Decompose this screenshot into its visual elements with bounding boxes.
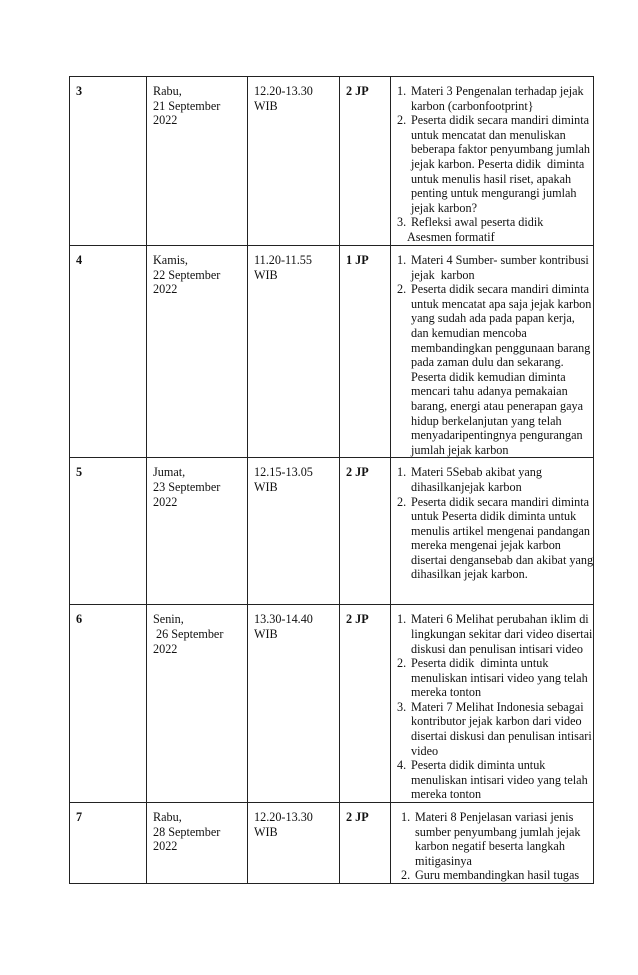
activity-number: 2. [397,113,407,128]
time-line: WIB [254,824,278,839]
lesson-hours: 2 JP [340,803,391,884]
activity-line: kontributor jejak karbon dari video [411,714,582,729]
activity-list [397,84,589,230]
schedule-table [69,76,594,884]
activity-line: Guru membandingkan hasil tugas [415,868,580,883]
lesson-hours: 2 JP [340,77,391,246]
meeting-date [147,803,248,884]
activity-line: Materi 8 Penjelasan variasi jenis [415,810,574,825]
date-line: 2022 [153,113,178,128]
meeting-number: 7 [70,803,147,884]
activity-item [397,465,589,494]
date-line: 2022 [153,839,178,854]
activity-list [397,810,589,883]
meeting-time [248,803,340,884]
meeting-date [147,246,248,458]
date-line: 28 September [153,824,221,839]
activity-cell [391,77,594,246]
activity-line: mencari tahu adanya pemakaian [411,384,568,399]
date-line: Rabu, [153,810,182,825]
activity-line: Peserta didik secara mandiri diminta [411,494,590,509]
time-line: WIB [254,479,278,494]
activity-line: untuk Peserta didik diminta untuk [411,509,577,524]
activity-line: Refleksi awal peserta didik [411,215,544,230]
meeting-number: 3 [70,77,147,246]
activity-number: 2. [401,868,411,883]
date-line: 21 September [153,98,221,113]
date-line: 22 September [153,267,221,282]
activity-number: 1. [401,810,411,825]
activity-item [397,215,589,230]
activity-line: barang, energi atau penerapan gaya [411,398,583,413]
activity-line: mereka tonton [411,685,482,700]
activity-line: jejak karbon? [411,200,477,215]
activity-line: karbon negatif beserta langkah [415,839,565,854]
meeting-time [248,605,340,803]
activity-item [397,656,589,700]
activity-line: untuk mencatat apa saja jejak karbon [411,296,592,311]
activity-line: dihasilkan jejak karbon. [411,567,528,582]
date-line: Rabu, [153,84,182,98]
activity-cell [391,605,594,803]
activity-line: jejak karbon [411,267,475,282]
activity-line: hidup berkelanjutan yang telah [411,413,562,428]
meeting-number: 6 [70,605,147,803]
date-line: 23 September [153,479,221,494]
meeting-date [147,605,248,803]
activity-number: 1. [397,253,407,267]
activity-item [401,868,589,883]
meeting-number: 4 [70,246,147,458]
activity-line: mereka mengenai jejak karbon [411,538,561,553]
schedule-body [70,77,594,884]
activity-line: Peserta didik secara mandiri diminta [411,113,590,128]
activity-line: Peserta didik kemudian diminta [411,369,566,384]
date-line: Senin, [153,612,184,627]
table-row [70,77,594,246]
activity-list [397,612,593,802]
table-row [70,458,594,605]
activity-item [397,612,593,656]
activity-cell [391,458,594,605]
date-line: 2022 [153,282,178,297]
activity-number: 4. [397,758,407,773]
activity-line: Materi 5Sebab akibat yang [411,465,542,480]
meeting-date [147,458,248,605]
meeting-time [248,77,340,246]
activity-line: beberapa faktor penyumbang jumlah [411,142,591,157]
activity-item [397,113,589,215]
activity-line: dihasilkanjejak karbon [411,479,522,494]
activity-line: menyadaripentingnya pengurangan [411,428,583,443]
activity-item [397,758,589,802]
activity-line: Materi 3 Pengenalan terhadap jejak [411,84,584,98]
time-line: 12.15-13.05 [254,465,313,480]
activity-item [397,253,589,282]
date-line: 2022 [153,641,178,656]
activity-line: penting untuk mengurangi jumlah [411,186,577,201]
activity-cell [391,803,594,884]
date-line: 2022 [153,494,178,509]
time-line: 11.20-11.55 [254,253,312,267]
activity-line: lingkungan sekitar dari video disertai [411,626,593,641]
activity-line: jejak karbon. Peserta didik diminta [411,156,585,171]
activity-item [397,282,592,457]
activity-number: 2. [397,282,407,297]
activity-line: mereka tonton [411,787,482,802]
table-row [70,246,594,458]
meeting-date [147,77,248,246]
table-row [70,803,594,884]
lesson-hours: 2 JP [340,458,391,605]
activity-line: dan kemudian mencoba [411,325,527,340]
activity-line: menuliskan intisari video yang telah [411,670,588,685]
activity-item [401,810,589,868]
date-line: Kamis, [153,253,188,267]
activity-line: menuliskan intisari video yang telah [411,772,588,787]
assessment-note: Asesmen formatif [407,229,495,244]
meeting-number: 5 [70,458,147,605]
activity-number: 3. [397,699,407,714]
activity-line: video [411,743,439,758]
activity-line: diskusi dan penulisan intisari video [411,641,583,656]
activity-line: Peserta didik secara mandiri diminta [411,282,590,297]
activity-line: Peserta didik diminta untuk [411,656,549,671]
activity-list [397,465,594,582]
activity-line: sumber penyumbang jumlah jejak [415,824,581,839]
date-line: Jumat, [153,465,186,480]
activity-line: Materi 4 Sumber- sumber kontribusi [411,253,589,267]
activity-line: Materi 6 Melihat perubahan iklim di [411,612,589,627]
activity-line: disertai diskusi dan penulisan intisari [411,729,592,744]
activity-item [397,494,594,583]
activity-line: Peserta didik diminta untuk [411,758,546,773]
meeting-time [248,458,340,605]
activity-line: disertai dengansebab dan akibat yang [411,552,594,567]
time-line: WIB [254,98,278,113]
activity-number: 1. [397,84,407,98]
activity-number: 1. [397,612,407,627]
activity-line: untuk mencatat dan menuliskan [411,127,566,142]
activity-item [397,699,592,758]
time-line: 13.30-14.40 [254,612,313,627]
time-line: 12.20-13.30 [254,810,313,825]
lesson-hours: 2 JP [340,605,391,803]
activity-cell [391,246,594,458]
activity-number: 2. [397,494,407,509]
activity-line: yang sudah ada pada papan kerja, [411,311,575,326]
activity-number: 2. [397,656,407,671]
table-row [70,605,594,803]
activity-item [397,84,589,113]
activity-line: pada zaman dulu dan sekarang. [411,355,564,370]
activity-line: Materi 7 Melihat Indonesia sebagai [411,699,584,714]
meeting-time [248,246,340,458]
time-line: 12.20-13.30 [254,84,313,98]
date-line: 26 September [153,626,224,641]
time-line: WIB [254,267,278,282]
activity-list [397,253,592,457]
activity-line: jumlah jejak karbon [411,442,509,457]
activity-line: menulis artikel mengenai pandangan [411,523,591,538]
activity-line: karbon (carbonfootprint} [411,98,534,113]
lesson-hours: 1 JP [340,246,391,458]
activity-number: 3. [397,215,407,230]
activity-number: 1. [397,465,407,480]
activity-line: membandingkan penggunaan barang [411,340,591,355]
time-line: WIB [254,626,278,641]
activity-line: untuk menulis hasil riset, apakah [411,171,572,186]
activity-line: mitigasinya [415,853,472,868]
